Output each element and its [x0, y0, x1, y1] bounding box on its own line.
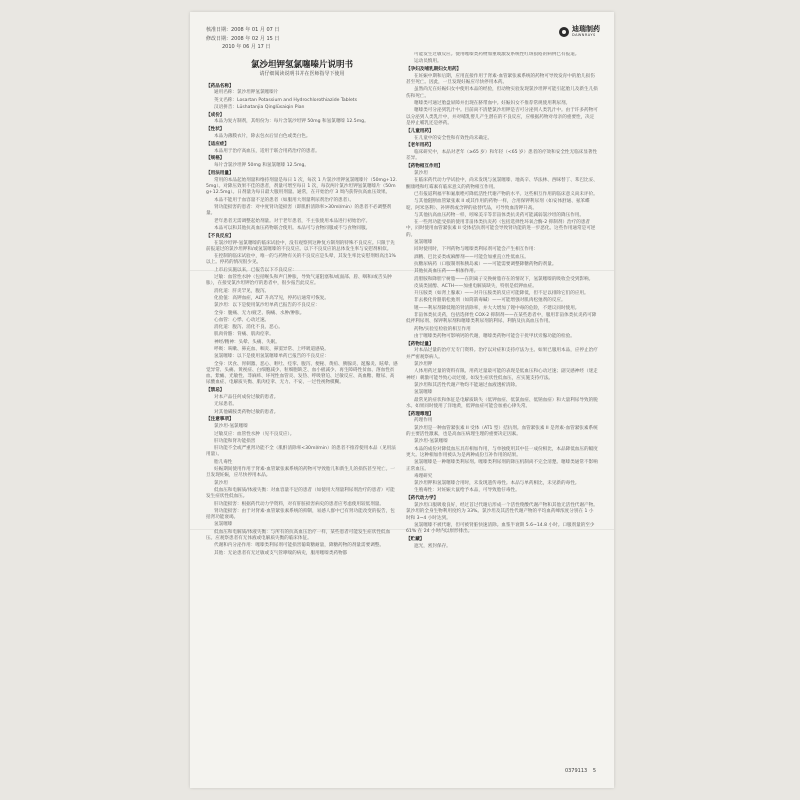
section-paragraph: 化验值：高钾血症，ALT 升高罕见，停药后通常可恢复。: [214, 295, 329, 301]
approval-dates: [206, 26, 279, 52]
revision-date-line-2: 2010 年 06 月 17 日: [222, 44, 271, 50]
section-paragraph: 抗糖尿病药（口服制剂和胰岛素）——可能需要调整降糖药物的剂量。: [414, 261, 557, 267]
section-paragraph: 本品可以和其他抗高血压药物联合使用。本品可与食物同服或不与食物同服。: [214, 225, 371, 231]
section-paragraph: 对本产品任何成份过敏的患者。: [214, 395, 279, 401]
section-paragraph: 在儿童中的安全性和有效性尚未确定。: [414, 135, 493, 141]
section-paragraph: 氢氯噻嗪不被代谢，但可被肾脏快速清除。血浆半衰期 5.6~14.8 小时。口服剂量的至少 61% 在 24 小时内以原形排出。: [406, 522, 595, 535]
section-paragraph: 低血压和电解质/体液失衡：与所有的抗高血压治疗一样，某些患者可能发生症状性低血压。应观察患者有无体液或电解质失衡的临床体征。: [206, 529, 391, 541]
section-paragraph: 氯沙坦: [414, 171, 428, 177]
brand-mark-icon: [559, 27, 569, 37]
section-paragraph: 非甾体类抗炎药，包括选择性 COX-2 抑制剂——在某些患者中，服用非甾体类抗炎药可降低袢利尿剂、保钾利尿剂和噻嗪类利尿剂的利尿、利钠及抗高血压作用。: [406, 312, 597, 325]
section-paragraph: 氯沙坦-氢氯噻嗪: [414, 439, 448, 445]
section-paragraph: 肾功能损害：由于对肾素-血管紧张素系统的抑制，易感人群中已有肾功能改变的报告，包括肾功能衰竭。: [206, 508, 395, 521]
section-paragraph: 消化道：肝炎罕见，腹泻。: [214, 288, 270, 294]
section-paragraph: 妊娠期间使用作用于肾素-血管紧张素系统的药物可导致胎儿和新生儿的损伤甚至死亡。一旦发现妊娠，应尽快停用本品。: [206, 467, 395, 479]
section-paragraph: 锂——利尿剂降低锂的肾清除率，并大大增加了锂中毒的危险，不建议同时使用。: [414, 305, 580, 311]
left-column: [206, 82, 398, 772]
section-heading: 【药物相互作用】: [406, 164, 443, 170]
section-heading: 【成份】: [206, 112, 225, 118]
section-paragraph: 氯沙坦是一种血管紧张素 II 受体（AT1 型）拮抗剂。血管紧张素 II 是肾素-血管紧张素系统的主要活性激素，也是高血压病理生理的重要决定因素。: [406, 425, 598, 438]
section-paragraph: 肝功能和肾功能损害: [214, 438, 256, 444]
section-paragraph: 最常见的症状和体征是电解质缺失（低钾血症、低氯血症、低钠血症）和大量利尿导致的脱水。如果同时使用了洋地黄，低钾血症可能会加重心律失常。: [406, 397, 598, 409]
section-paragraph: 人体用药过量的资料有限。用药过量最可能的表现是低血压和心动过速；副交感神经（迷走神经）刺激可能导致心动过缓。如发生症状性低血压，应实施支持疗法。: [406, 369, 598, 381]
section-paragraph: 氯沙坦-氢氯噻嗪: [214, 424, 248, 430]
section-paragraph: 无尿患者。: [214, 402, 237, 408]
section-paragraph: 英文名称：Losartan Potassium and Hydrochlorothiazide Tablets: [214, 97, 357, 103]
section-heading: 【不良反应】: [206, 233, 234, 239]
section-paragraph: 临床研究中，本品对老年（≥65 岁）和年轻（<65 岁）患者的疗效和安全性无临床显著性差异。: [406, 150, 598, 162]
section-paragraph: 全身：腹痛、无力/疲乏、胸痛、水肿/肿胀。: [214, 310, 305, 316]
print-code: 0379113: [564, 768, 588, 774]
section-paragraph: 本品为复方制剂，其组份为：每片含氯沙坦钾 50mg 和氢氯噻嗪 12.5mg。: [214, 119, 369, 125]
section-paragraph: 过敏：血管性水肿（包括喉头和声门肿胀，导致气道阻塞和/或面部、唇、咽和/或舌头肿胀），在接受氯沙坦钾治疗的患者中，很少报告此反应。: [206, 275, 392, 287]
section-heading: 【适应症】: [206, 141, 229, 147]
section-paragraph: 可能发生过敏反应。使用噻嗪类药物加重或激发系统性红斑狼疮的病例已有报道。: [414, 52, 580, 57]
section-heading: 【禁忌】: [206, 388, 225, 394]
section-paragraph: 在控制的临床试验中，唯一的与药物有关的不良反应是头晕，其发生率比安慰剂组高出1%以上。停药的情况很少见。: [206, 254, 396, 266]
section-paragraph: 其他：无论患者有无过敏或支气管哮喘的病史，服用噻嗪类药物都: [214, 550, 348, 556]
section-paragraph: 对本品过量的治疗无专门资料。治疗以对症和支持疗法为主。如果已服用本品，应停止治疗并严密观察病人。: [406, 348, 598, 360]
section-paragraph: 氯沙坦钾: [414, 362, 433, 368]
section-heading: 【药品名称】: [206, 83, 234, 89]
section-paragraph: 消化道：腹泻、消化不良、恶心。: [214, 325, 283, 331]
section-paragraph: 非去极化骨骼肌松弛剂（如筒箭毒碱）——可能增强对肌肉松弛剂的反应。: [414, 298, 566, 304]
section-paragraph: 本品用于治疗高血压，适用于联合用药治疗的患者。: [214, 148, 320, 154]
section-paragraph: 氢氯噻嗪是一种噻嗪类利尿剂。噻嗪类利尿剂的降压机制尚不完全清楚。噻嗪类通常不影响正常血压。: [406, 460, 598, 472]
section-paragraph: 肌肉骨骼：背痛、肌肉痉挛。: [214, 332, 274, 338]
section-paragraph: 在氯沙坦钾-氢氯噻嗪的临床试验中，没有观察到这种复方制剂的特殊不良反应。只限于先前报道过的氯沙坦钾和/或氢氯噻嗪的不良反应。以下不良反应的总体发生率与安慰剂相似。: [206, 240, 395, 252]
section-heading: 【性状】: [206, 127, 225, 133]
section-paragraph: 全身：厌食、胃刺激、恶心、呕吐、痉挛、腹泻、便秘、黄疸、胰腺炎、涎腺炎、眩晕、感觉异常、头痛、黄视症、白细胞减少、粒细胞缺乏、血小板减少、再生障碍性贫血、溶血性贫血、紫癜、光敏性、荨麻疹、坏死性血管炎、发热、呼吸窘迫、过敏反应、高血糖、糖尿、高尿酸血症、电解质失衡、肌肉痉挛、无力、不安、一过性视物模糊。: [206, 361, 398, 386]
section-paragraph: 由于噻嗪类药物可影响钙的代谢，噻嗪类药物可能会干扰甲状旁腺功能的检验。: [414, 333, 575, 339]
section-paragraph: 酒精、巴比妥类或麻醉剂——可能会加重直立性低血压。: [414, 254, 529, 260]
section-paragraph: 老年患者无需调整起始剂量。对于老年患者，不主张使用本品进行初始治疗。: [214, 218, 371, 224]
section-paragraph: 运动员慎用。: [414, 59, 442, 65]
section-paragraph: 本品的成份对降低血压具有相加作用，与单独使用其中任一成份相比，本品降低血压的幅度更大。这种相加作用被认为是两种成份互补作用的结果。: [406, 446, 598, 458]
section-paragraph: 与其他抗高血压药物一样，吲哚美辛等非甾体类抗炎药可能减弱氯沙坦的降压作用。: [414, 212, 584, 218]
section-paragraph: 氢氯噻嗪: [414, 390, 433, 396]
section-paragraph: 在一些肾功能受损的使用非甾体类抗炎药（包括选择性环氧合酶-2 抑制剂）治疗的患者中，同时使用血管紧张素 II 受体拮抗剂可能会导致肾功能的进一步恶化。这些作用通常是可逆的。: [406, 220, 596, 238]
section-paragraph: 其他抗高血压药——相加作用。: [414, 269, 479, 275]
approval-date-line: 核准日期：2008 年 01 月 07 日: [206, 27, 280, 33]
section-paragraph: 氯沙坦: [214, 480, 228, 486]
document-code: [565, 768, 596, 774]
section-paragraph: 氯沙坦和其活性代谢产物均不能通过血液透析清除。: [414, 382, 520, 388]
section-heading: 【注意事项】: [206, 417, 234, 423]
section-paragraph: 本品不能用于血容量不足的患者（如服用大剂量利尿剂治疗的患者）。: [214, 197, 355, 203]
section-paragraph: 虽然尚无在妊娠妇女中使用本品的经验，但动物实验发现氯沙坦钾可能引起胎儿及新生儿损伤和死亡。: [406, 87, 598, 99]
section-paragraph: 上市后实施以来，已报告以下不良反应：: [214, 267, 297, 273]
section-paragraph: 氯沙坦：以下是使用氯沙坦单药已报告的不良反应：: [214, 303, 320, 309]
section-paragraph: 氯沙坦钾和氢氯噻嗪合用时，未发现遗传毒性。本品与单药相比，未见新的毒性。: [414, 481, 580, 487]
brand-name-cn: 迪瑞制药: [572, 25, 600, 33]
section-paragraph: 代谢和内分泌作用：噻嗪类利尿剂可能损害葡萄糖耐量，降糖药物的剂量需要调整。: [214, 543, 384, 549]
section-paragraph: 氢氯噻嗪: [414, 240, 433, 246]
section-paragraph: 每片含氯沙坦钾 50mg 和氢氯噻嗪 12.5mg。: [214, 163, 309, 169]
section-paragraph: 本品为薄膜衣片，除去包衣后显白色或类白色。: [214, 134, 311, 140]
section-paragraph: 在临床药代动力学试验中，尚未发现与氢氯噻嗪、地高辛、华法林、西咪替丁、苯巴比妥、酮康唑和红霉素有临床意义的药物相互作用。: [406, 178, 598, 190]
section-paragraph: 噻嗪类可分泌到乳汁中。目前尚不清楚氯沙坦钾是否可分泌到人类乳汁中。由于许多药物可以分泌到人类乳汁中，并对哺乳婴儿产生潜在的不良反应，应根据药物对母亲的重要性，决定是停止哺乳还是停药。: [406, 108, 598, 126]
package-insert-sheet: [190, 12, 614, 788]
section-paragraph: 对其他磺胺类药物过敏的患者。: [214, 409, 279, 415]
page-number: 5: [592, 768, 596, 774]
section-paragraph: 生殖毒性：对妊娠大鼠给予本品，可导致胎仔毒性。: [414, 488, 520, 494]
section-paragraph: 噻嗪类可通过胎盘屏障并出现在脐带血中。妊娠妇女不推荐常规使用利尿剂。: [414, 101, 571, 107]
section-paragraph: 常用的本品起始剂量和维持剂量是每日 1 次，每次 1 片氯沙坦钾氢氯噻嗪片（50mg+12.5mg）。对降压效果不佳的患者，剂量可增至每日 1 次，每次两片氯沙坦钾氢氯噻嗪片（50mg+12.5mg）。日剂量为每日最大服用剂量。通常，在开始治疗 3 周内获得抗高血压效果。: [206, 177, 398, 196]
section-heading: 【药代动力学】: [406, 496, 439, 502]
section-paragraph: 药理作用: [414, 418, 433, 424]
document-title: 氯沙坦钾氢氯噻嗪片说明书: [250, 60, 353, 70]
section-paragraph: 氯沙坦口服吸收良好，经过首过代谢后形成一个活性羧酸代谢产物和其他无活性代谢产物。氯沙坦的全身生物利用度约为 33%。氯沙坦及其活性代谢产物的平均血药峰浓度分别在 1 小时和 3~4 小时达到。: [406, 503, 598, 521]
section-paragraph: 遮光，密封保存。: [414, 543, 451, 549]
section-paragraph: 肝功能损害：根据药代动力学资料，对有肝脏损害病史的患者应考虑使用较低剂量。: [214, 501, 384, 507]
section-heading: 【规格】: [206, 156, 225, 162]
section-paragraph: 消胆胺和降胆宁树脂——在阴离子交换树脂存在的情况下，氢氯噻嗪的吸收会受到影响。: [414, 276, 594, 282]
section-heading: 【老年用药】: [406, 143, 434, 149]
section-paragraph: 皮质类固醇、ACTH——加重电解质缺失，特别是低钾血症。: [414, 283, 537, 289]
section-paragraph: 肝功能不全或严重肾功能不全（肌酐清除率<30ml/min）的患者不推荐使用本品（见用法用量）。: [206, 446, 396, 458]
brand-name-en: DAWNRAYS: [572, 33, 596, 37]
section-heading: 【用法用量】: [206, 171, 234, 177]
section-paragraph: 心血管：心悸、心动过速。: [214, 317, 270, 323]
section-paragraph: 神经/精神：头晕、头痛、失眠。: [214, 339, 280, 345]
revision-date-line: 修改日期：2008 年 02 月 15 日: [206, 35, 280, 42]
section-paragraph: 汉语拼音：Lüshatanjia Qinglüsaiqin Pian: [214, 104, 305, 110]
section-paragraph: 氢氯噻嗪：以下是使用氢氯噻嗪单药已报告的不良反应：: [214, 354, 329, 360]
section-paragraph: 已有报道利福平和氟康唑可降低活性代谢产物的水平。这些相互作用的临床意义尚未评价。: [414, 191, 598, 197]
section-paragraph: 同时使用时，下列药物与噻嗪类利尿剂可能会产生相互作用：: [414, 247, 539, 253]
section-paragraph: 毒理研究: [414, 473, 433, 479]
section-heading: 【药理毒理】: [406, 411, 434, 417]
section-paragraph: 胎儿毒性: [214, 459, 233, 465]
section-heading: 【孕妇及哺乳期妇女用药】: [406, 67, 462, 73]
section-paragraph: 药物/实验室检验的相互作用: [414, 326, 471, 332]
section-heading: 【儿童用药】: [406, 128, 434, 134]
section-heading: 【药物过量】: [406, 341, 434, 347]
section-paragraph: 通用名称：氯沙坦钾氢氯噻嗪片: [214, 90, 279, 96]
section-paragraph: 肾功能损害的患者：对中度肾功能损害（即肌酐清除率>30ml/min）的患者不必调整剂量。: [206, 205, 392, 217]
section-paragraph: 氢氯噻嗪: [214, 522, 233, 528]
brand-logo: [559, 26, 600, 38]
section-paragraph: 与其他阻断血管紧张素 II 或其作用的药物一样，合用保钾利尿剂（如安体舒通、氨苯蝶啶、阿米洛利）、补钾剂或含钾的盐替代品，可导致血清钾升高。: [406, 199, 590, 211]
right-column: [406, 52, 598, 772]
section-paragraph: 升压胺类（如肾上腺素）——对升压胺类的反应可能降低，但不足以排除它们的应用。: [414, 291, 589, 297]
section-paragraph: 呼吸：咳嗽、鼻充血、咽炎、鼻窦异常、上呼吸道感染。: [214, 346, 329, 352]
document-subtitle: 请仔细阅读说明书并在医师指导下使用: [259, 71, 345, 77]
section-heading: 【贮藏】: [406, 536, 425, 542]
section-paragraph: 在妊娠中期和后期，应用直接作用于肾素-血管紧张素系统的药物可导致发育中的胎儿损伤甚至死亡。因此，一旦发现妊娠应尽快停用本药。: [406, 73, 595, 86]
section-paragraph: 低血压和电解质/体液失衡：对血容量不足的患者（如使用大剂量利尿剂治疗的患者）可能发生症状性低血压。: [206, 487, 395, 500]
section-paragraph: 过敏反应：血管性水肿（见不良反应）。: [214, 431, 295, 437]
